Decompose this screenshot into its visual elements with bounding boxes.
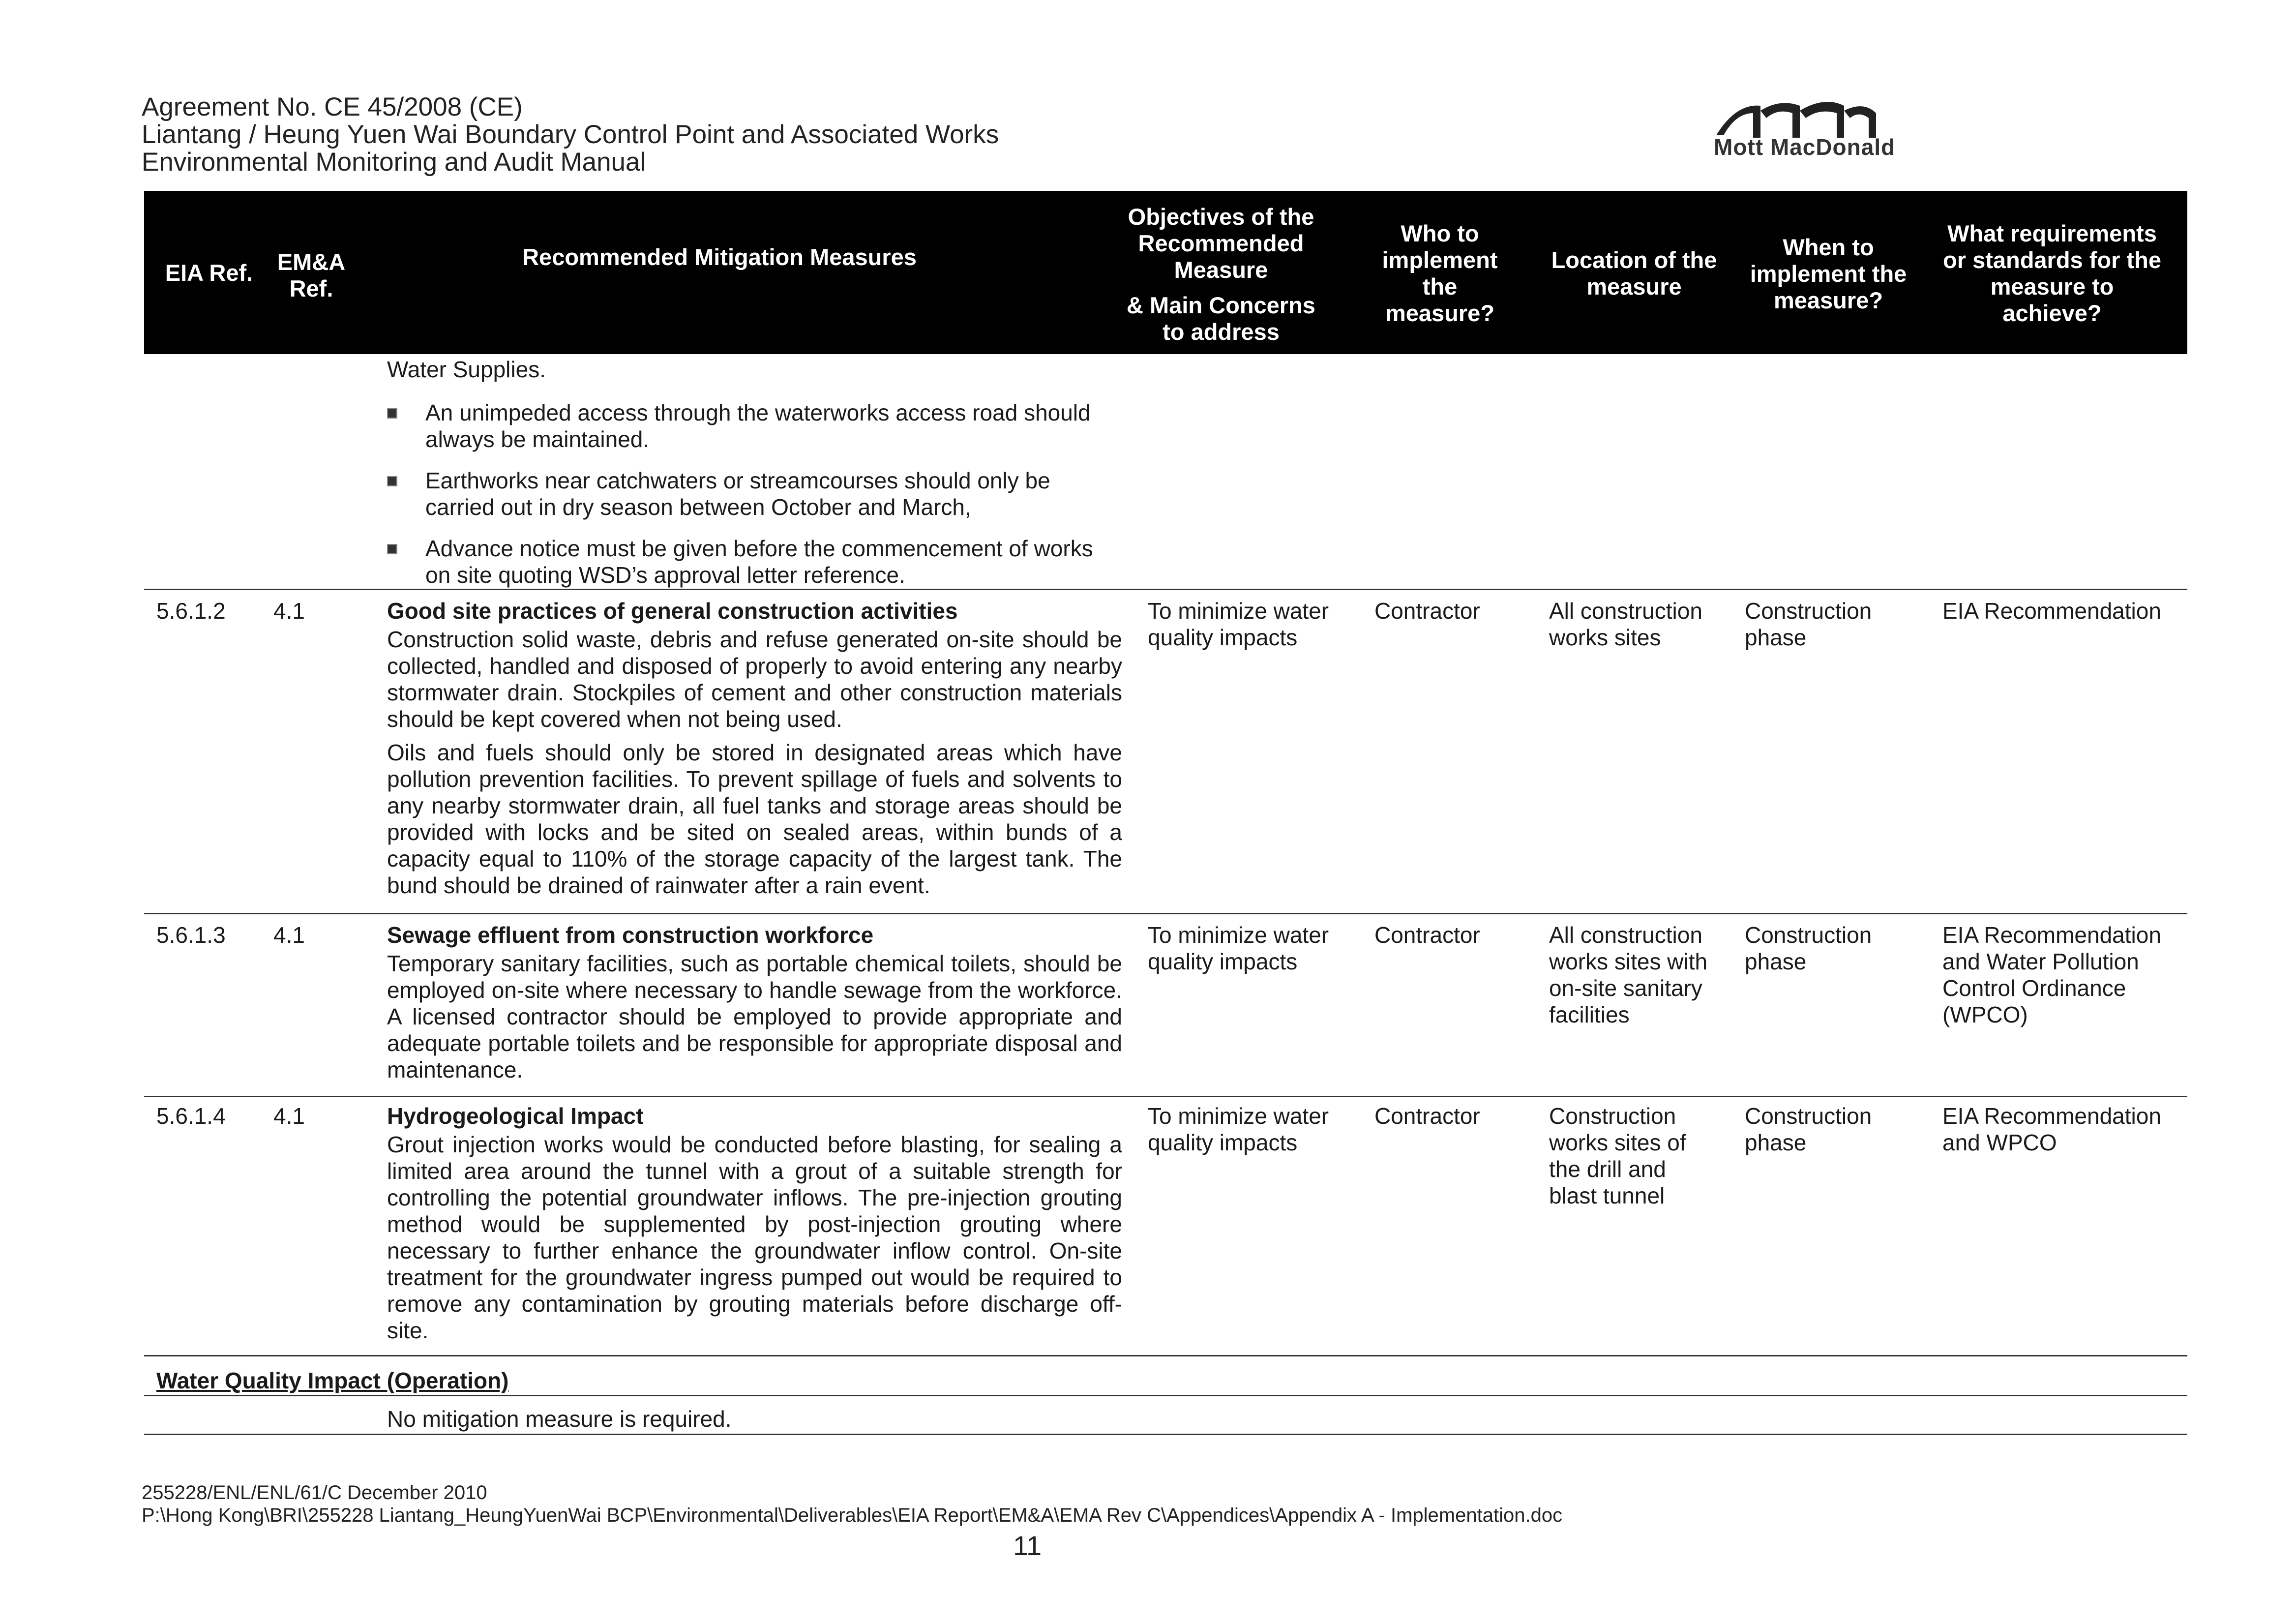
list-item: Earthworks near catchwaters or streamcourses should only be carried out in dry season between October and March, (387, 467, 1122, 520)
col-eia-ref: EIA Ref. (165, 260, 253, 286)
continuation-measures (387, 356, 1122, 603)
measure-text: Sewage effluent from construction workforce Temporary sanitary facilities, such as portable chemical toilets, should be employed on-site where necessary to handle sewage from the workforce. A licensed contractor should be employed to provide appropriate and adequate portable toilets and be responsible for appropriate disposal and maintenance. (387, 922, 1122, 1083)
page-number: 11 (1013, 1530, 1042, 1561)
manual-title: Environmental Monitoring and Audit Manual (142, 148, 646, 177)
eia-ref: 5.6.1.2 (156, 598, 226, 624)
ema-ref: 4.1 (273, 1103, 305, 1129)
section-note: No mitigation measure is required. (387, 1406, 732, 1432)
col-measures: Recommended Mitigation Measures (522, 244, 917, 270)
objective: To minimize water quality impacts (1148, 598, 1329, 650)
table-header (144, 191, 2187, 354)
objective: To minimize water quality impacts (1148, 1103, 1329, 1155)
measure-text: Hydrogeological Impact Grout injection works would be conducted before blasting, for sealing a limited area around the tunnel with a grout of a suitable strength for controlling the potential groundwater inflows. The pre-injection grouting method would be supplemented by post-injection grouting where necessary to further enhance the groundwater inflow control. On-site treatment for the groundwater ingress pumped out would be required to remove any contamination by grouting materials before discharge off-site. (387, 1103, 1122, 1343)
file-path: P:\Hong Kong\BRI\255228 Liantang_HeungYuenWai BCP\Environmental\Deliverables\EIA Report\EM&A\EMA Rev C\Appendices\Appendix A - Implementation.doc (142, 1504, 1563, 1526)
logo-wordmark: Mott MacDonald (1714, 134, 1896, 160)
location: All construction works sites with on-site sanitary facilities (1549, 922, 1708, 1027)
requirement: EIA Recommendation and WPCO (1942, 1103, 2161, 1155)
col-ema-ref: EM&A Ref. (277, 249, 346, 301)
ema-ref: 4.1 (273, 922, 305, 948)
requirement: EIA Recommendation and Water Pollution Control Ordinance (WPCO) (1942, 922, 2161, 1027)
eia-ref: 5.6.1.4 (156, 1103, 226, 1129)
when-implement: Construction phase (1745, 922, 1872, 974)
row-divider (144, 1096, 2187, 1097)
row-divider (144, 589, 2187, 590)
row-divider (144, 1434, 2187, 1435)
who-implements: Contractor (1374, 922, 1480, 948)
when-implement: Construction phase (1745, 598, 1872, 650)
page-footer (142, 1481, 1562, 1527)
col-who: Who to implement the measure? (1382, 220, 1498, 326)
eia-ref: 5.6.1.3 (156, 922, 226, 948)
row-divider (144, 1355, 2187, 1356)
section-title: Water Quality Impact (Operation) (156, 1368, 509, 1393)
col-when: When to implement the measure? (1750, 234, 1907, 313)
measure-title: Hydrogeological Impact (387, 1103, 644, 1129)
project-title: Liantang / Heung Yuen Wai Boundary Control Point and Associated Works (142, 120, 999, 149)
ema-ref: 4.1 (273, 598, 305, 624)
list-item: An unimpeded access through the waterworks access road should always be maintained. (387, 399, 1122, 452)
document-header (142, 93, 999, 176)
list-item: Advance notice must be given before the commencement of works on site quoting WSD’s approval letter reference. (387, 535, 1122, 588)
objective: To minimize water quality impacts (1148, 922, 1329, 974)
col-location: Location of the measure (1551, 247, 1717, 300)
who-implements: Contractor (1374, 598, 1480, 624)
bullet-square-icon (387, 408, 397, 419)
requirement: EIA Recommendation (1942, 598, 2161, 624)
col-objectives: Objectives of the Recommended Measure & Main Concerns to address (1127, 204, 1315, 345)
row-divider (144, 1395, 2187, 1396)
bullet-square-icon (387, 476, 397, 486)
who-implements: Contractor (1374, 1103, 1480, 1129)
location: All construction works sites (1549, 598, 1702, 650)
measure-title: Sewage effluent from construction workforce (387, 922, 874, 948)
location: Construction works sites of the drill and blast tunnel (1549, 1103, 1686, 1208)
continuation-lead: Water Supplies. (387, 357, 546, 382)
document-reference: 255228/ENL/ENL/61/C December 2010 (142, 1482, 487, 1504)
agreement-number: Agreement No. CE 45/2008 (CE) (142, 92, 523, 121)
when-implement: Construction phase (1745, 1103, 1872, 1155)
measure-text: Good site practices of general construction activities Construction solid waste, debris and refuse generated on-site should be collected, handled and disposed of properly to avoid entering any nearby stormwater drain. Stockpiles of cement and other construction materials should be kept covered when not being used. Oils and fuels should only be stored in designated areas which have pollution prevention facilities. To prevent spillage of fuels and solvents to any nearby stormwater drain, all fuel tanks and storage areas should be provided with locks and be sited on sealed areas, within bunds of a capacity equal to 110% of the storage capacity of the largest tank. The bund should be drained of rainwater after a rain event. (387, 598, 1122, 898)
col-requirements: What requirements or standards for the measure to achieve? (1943, 220, 2161, 326)
measure-title: Good site practices of general construction activities (387, 598, 958, 624)
bullet-square-icon (387, 544, 397, 554)
row-divider (144, 913, 2187, 914)
